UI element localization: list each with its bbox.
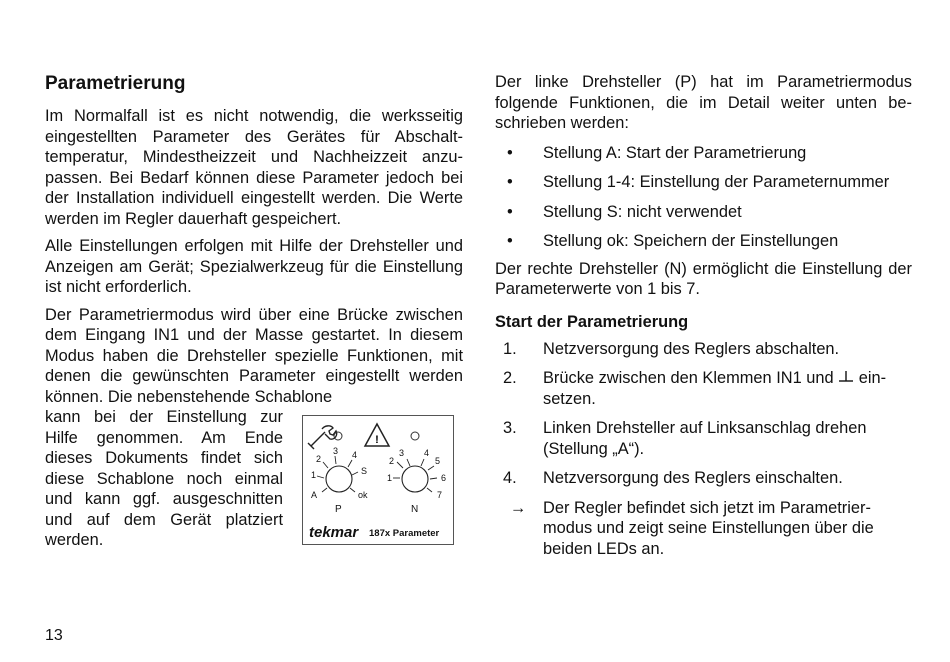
step-item: 3. Linken Drehsteller auf Linksanschlag drehen (Stellung „A“).	[503, 419, 867, 458]
page-number: 13	[45, 627, 63, 644]
paragraph-3: Der Parametriermodus wird über eine Brücke zwischen dem Eingang IN1 und der Masse gestartet. In diesem Modus haben die Drehsteller spezielle Funktionen, mit denen die gewünschten Parameter eingestellt werden können. Die nebenstehende Schablone	[45, 305, 463, 406]
dial-p-label-1: 1	[311, 470, 317, 480]
list-item: • Stellung ok: Speichern der Einstellungen	[507, 232, 839, 250]
template-wrap-block	[45, 407, 463, 551]
dial-n-paragraph: Der rechte Drehsteller (N) ermöglicht die Einstellung der Parameterwerte von 1 bis 7.	[495, 259, 912, 298]
paragraph-3-wrap: kann bei der Einstellung zur Hilfe genommen. Am Ende dieses Dokuments findet sich diese Schablone noch einmal und kann ggf. ausgeschnitten und auf dem Gerät platziert werden.	[45, 408, 283, 549]
template-title: 187x Parameter	[369, 528, 440, 539]
dial-p-name: P	[335, 504, 342, 515]
bullet-marker: •	[507, 202, 513, 221]
dial-n	[387, 448, 446, 515]
led-left-icon	[334, 432, 342, 440]
step-item: 2. Brücke zwischen den Klemmen IN1 und einsetzen.	[503, 369, 887, 408]
dial-p-label-s: S	[361, 466, 368, 476]
dial-n-label-7: 7	[437, 490, 443, 500]
dial-p-label-ok: ok	[358, 490, 368, 500]
parameter-template	[302, 415, 454, 545]
dial-n-label-5: 5	[435, 456, 441, 466]
paragraph-2: Alle Einstellungen erfolgen mit Hilfe der Drehsteller und Anzeigen am Gerät; Spezialwerkzeug für die Einstellung ist nicht erforderlich.	[45, 237, 463, 296]
step-item: 4. Netzversorgung des Reglers einschalten.	[503, 469, 843, 487]
warning-icon	[365, 424, 389, 446]
bullet-marker: •	[507, 173, 513, 191]
left-column	[45, 72, 463, 551]
right-column	[495, 72, 912, 568]
steps-list	[495, 339, 912, 560]
ground-symbol-icon	[838, 370, 854, 384]
list-item: • Stellung A: Start der Parametrierung	[507, 143, 807, 162]
dial-n-label-4: 4	[424, 448, 430, 458]
svg-text:!: !	[375, 434, 379, 446]
bullet-marker: •	[507, 143, 513, 162]
function-list	[495, 143, 912, 252]
brand-logo: tekmar	[309, 524, 359, 541]
dial-n-label-2: 2	[389, 456, 395, 466]
arrow-icon: →	[510, 498, 527, 517]
dial-p-label-2: 2	[316, 454, 322, 464]
list-item: • Stellung S: nicht verwendet	[507, 202, 742, 221]
section-heading: Parametrierung	[45, 73, 186, 94]
dial-n-name: N	[411, 504, 419, 515]
template-graphic	[303, 416, 453, 544]
result-item: → Der Regler befindet sich jetzt im Parametriermodus und zeigt seine Einstellungen über die beiden LEDs an.	[510, 498, 874, 558]
subheading: Start der Parametrierung	[495, 312, 689, 331]
paragraph-1: Im Normalfall ist es nicht notwendig, die werksseitig eingestellten Parameter des Gerätes für Abschalttemperatur, Mindestheizzeit und Nachheizzeit anzupassen. Bei Bedarf können diese Parameter jedoch bei der Installation individuell eingestellt werden. Die Werte werden im Regler dauerhaft gespeichert.	[45, 107, 463, 228]
dial-p	[311, 446, 368, 515]
list-item: • Stellung 1-4: Einstellung der Parameternummer	[507, 173, 890, 191]
bullet-marker: •	[507, 232, 513, 250]
dial-n-label-3: 3	[399, 448, 405, 458]
led-right-icon	[411, 432, 419, 440]
dial-n-label-1: 1	[387, 473, 393, 483]
dial-p-label-3: 3	[333, 446, 339, 456]
dial-n-label-6: 6	[441, 473, 447, 483]
intro-paragraph: Der linke Drehsteller (P) hat im Parametriermodus folgende Funktionen, die im Detail weiter unten beschrieben werden:	[495, 73, 912, 132]
dial-p-label-a: A	[311, 490, 318, 500]
dial-p-label-4: 4	[352, 450, 358, 460]
step-item: 1. Netzversorgung des Reglers abschalten.	[503, 339, 840, 358]
